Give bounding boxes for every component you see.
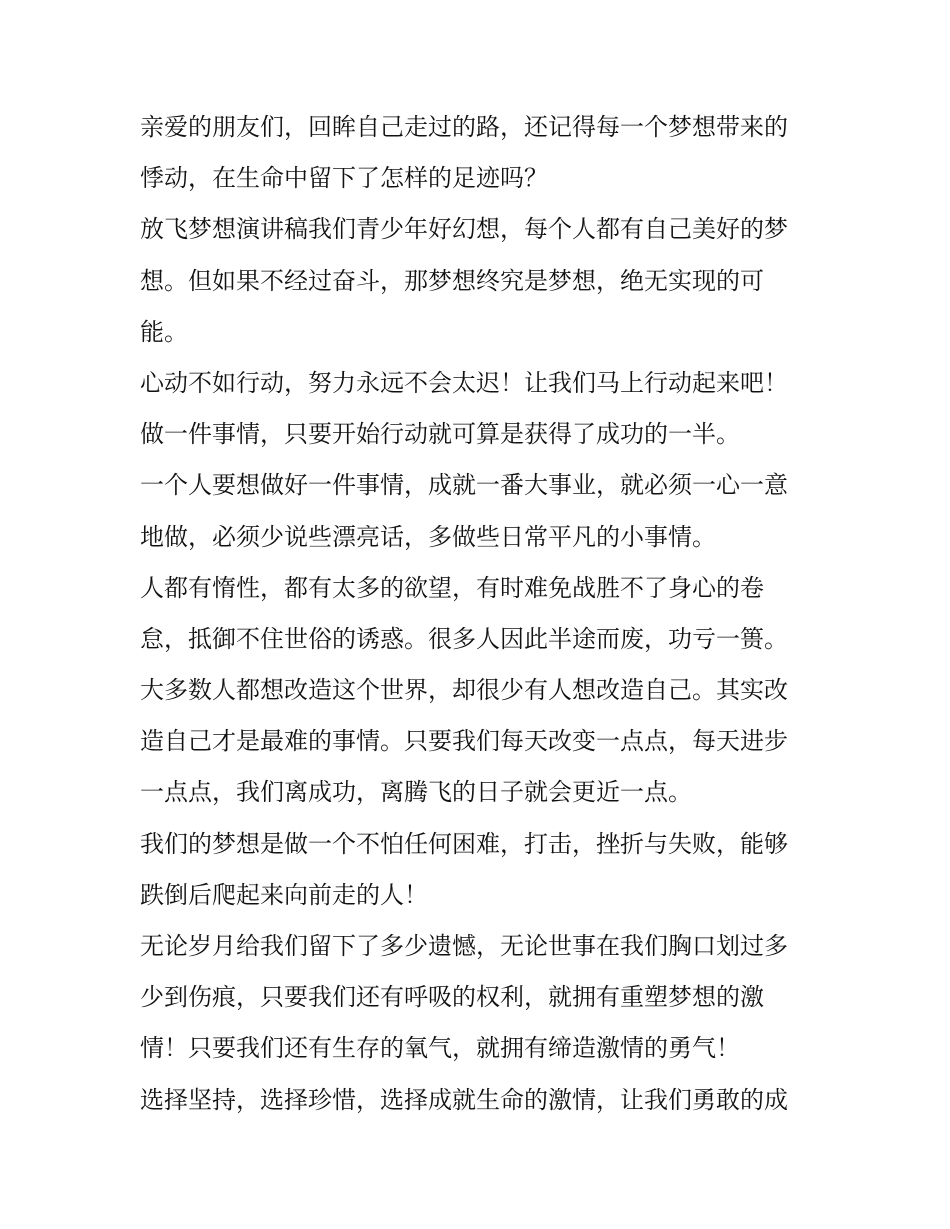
text-line: 跌倒后爬起来向前走的人！ [140, 880, 428, 909]
text-line: 想。但如果不经过奋斗，那梦想终究是梦想，绝无实现的可 [140, 266, 764, 295]
text-line: 大多数人都想改造这个世界，却很少有人想改造自己。其实改 [140, 676, 788, 705]
text-line: 造自己才是最难的事情。只要我们每天改变一点点，每天进步 [140, 727, 788, 756]
text-line: 做一件事情，只要开始行动就可算是获得了成功的一半。 [140, 420, 740, 449]
text-line: 情！只要我们还有生存的氧气，就拥有缔造激情的勇气！ [140, 1034, 740, 1063]
text-line: 我们的梦想是做一个不怕任何困难，打击，挫折与失败，能够 [140, 829, 788, 858]
text-line: 放飞梦想演讲稿我们青少年好幻想，每个人都有自己美好的梦 [140, 215, 788, 244]
text-line: 悸动，在生命中留下了怎样的足迹吗？ [140, 164, 548, 193]
document-body [140, 102, 820, 1126]
text-line: 无论岁月给我们留下了多少遗憾，无论世事在我们胸口划过多 [140, 932, 788, 960]
text-line: 能。 [140, 317, 188, 346]
text-line: 选择坚持，选择珍惜，选择成就生命的激情，让我们勇敢的成 [140, 1085, 788, 1114]
text-line: 少到伤痕，只要我们还有呼吸的权利，就拥有重塑梦想的激 [140, 983, 764, 1012]
text-line: 一点点，我们离成功，离腾飞的日子就会更近一点。 [140, 778, 692, 807]
text-line: 怠，抵御不住世俗的诱惑。很多人因此半途而废，功亏一篑。 [140, 624, 788, 653]
text-line: 亲爱的朋友们，回眸自己走过的路，还记得每一个梦想带来的 [140, 113, 788, 141]
text-line: 人都有惰性，都有太多的欲望，有时难免战胜不了身心的卷 [140, 573, 764, 602]
text-line: 心动不如行动，努力永远不会太迟！让我们马上行动起来吧！ [140, 368, 788, 397]
text-line: 一个人要想做好一件事情，成就一番大事业，就必须一心一意 [140, 471, 788, 500]
text-line: 地做，必须少说些漂亮话，多做些日常平凡的小事情。 [140, 522, 716, 551]
